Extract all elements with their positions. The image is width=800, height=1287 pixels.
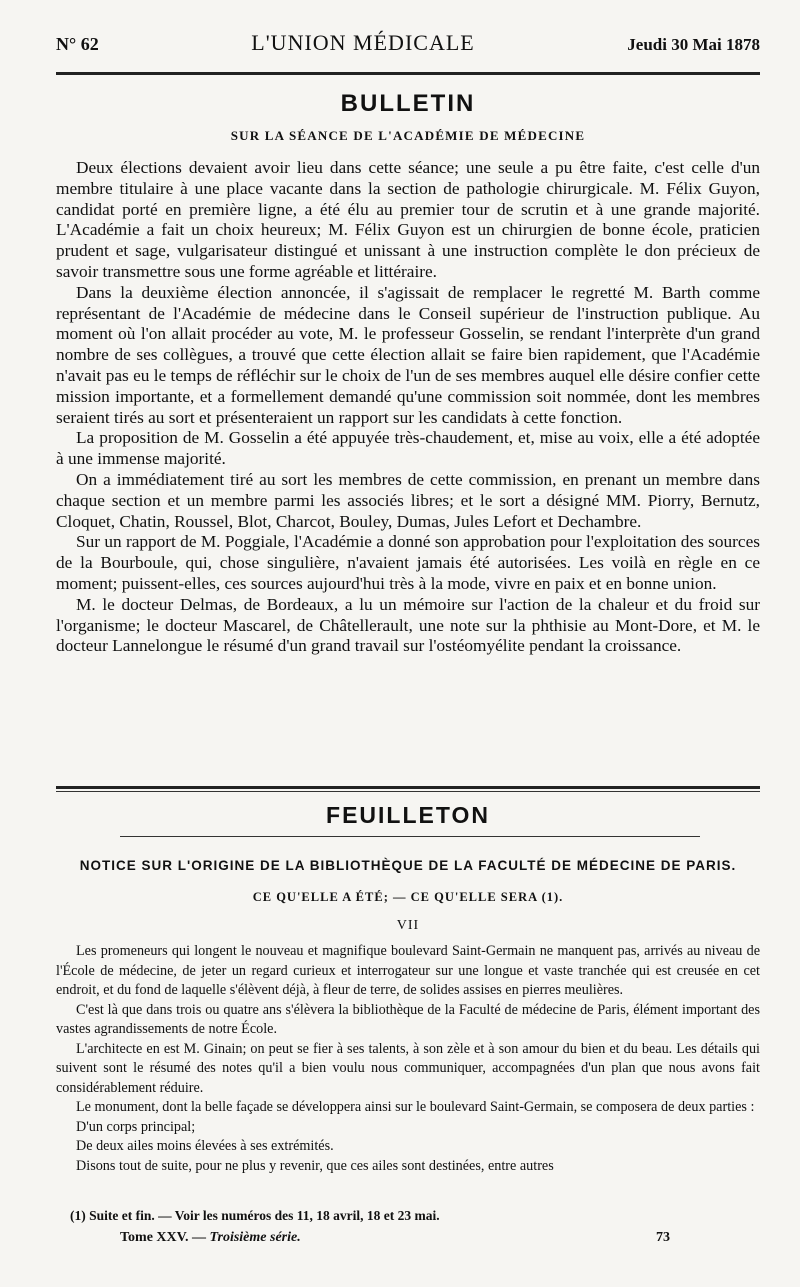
- footnote: (1) Suite et fin. — Voir les numéros des 11, 18 avril, 18 et 23 mai.: [70, 1208, 440, 1223]
- series-label: Troisième série.: [209, 1230, 301, 1245]
- bulletin-body: [56, 158, 760, 657]
- feuilleton-paragraph: C'est là que dans trois ou quatre ans s'élèvera la bibliothèque de la Faculté de médecine de Paris, élément important des vastes agrandissements de notre École.: [56, 1001, 760, 1037]
- notice-title: NOTICE SUR L'ORIGINE DE LA BIBLIOTHÈQUE DE LA FACULTÉ DE MÉDECINE DE PARIS.: [79, 858, 737, 873]
- page-footer: [120, 1230, 670, 1246]
- page-header: [56, 30, 760, 66]
- issue-date: Jeudi 30 Mai 1878: [627, 35, 760, 54]
- feuilleton-rule: [120, 836, 700, 837]
- bulletin-paragraph: On a immédiatement tiré au sort les membres de cette commission, en prenant un membre dans chaque section et un membre parmi les associés libres; et le sort a désigné MM. Piorry, Bernutz, Cloquet, Chatin, Roussel, Blot, Charcot, Bouley, Dumas, Jules Lefort et Dechambre.: [56, 469, 760, 531]
- feuilleton-paragraph: L'architecte en est M. Ginain; on peut se fier à ses talents, à son zèle et à son amour du bien et du beau. Les détails qui suivent sont le résumé des notes qu'il a bien voulu nous communiquer, accompagnées d'un plan que nous avons fait considérablement réduire.: [56, 1040, 760, 1096]
- chapter-number: VII: [396, 918, 420, 933]
- feuilleton-paragraph: Les promeneurs qui longent le nouveau et magnifique boulevard Saint-Germain ne manquent pas, arrivés au niveau de l'École de médecine, de jeter un regard curieux et interrogateur sur une longue et vaste tranchée qui est creusée en cet endroit, et du fond de laquelle s'élèvent déjà, à fleur de terre, de solides assises en pierres meulières.: [56, 943, 760, 998]
- feuilleton-body: [56, 942, 760, 1176]
- journal-title: L'UNION MÉDICALE: [251, 30, 475, 55]
- tome-label: [120, 1230, 301, 1246]
- bulletin-subtitle: SUR LA SÉANCE DE L'ACADÉMIE DE MÉDECINE: [230, 128, 586, 143]
- bulletin-paragraph: Dans la deuxième élection annoncée, il s'agissait de remplacer le regretté M. Barth comme représentant de l'Académie de médecine dans le Conseil supérieur de l'instruction publique. Au moment où l'on allait procéder au vote, M. le professeur Gosselin, se rendant l'interprète d'un grand nombre de ses collègues, a trouvé que cette élection allait se faire bien rapidement, que l'Académie n'avait pas eu le temps de réfléchir sur le choix de l'un de ses membres auquel elle désire confier cette mission importante, et a formellement demandé qu'une commission soit nommée, dont les membres seraient tirés au sort et présenteraient un rapport sur les candidats à cette fonction.: [56, 282, 760, 427]
- bulletin-paragraph: M. le docteur Delmas, de Bordeaux, a lu un mémoire sur l'action de la chaleur et du froid sur l'organisme; le docteur Mascarel, de Châtellerault, une note sur la phthisie au Mont-Dore, et M. le docteur Lannelongue le résumé d'un grand travail sur l'ostéomyélite pendant la croissance.: [56, 594, 760, 656]
- bulletin-paragraph: Deux élections devaient avoir lieu dans cette séance; une seule a pu être faite, c'est celle d'un membre titulaire à une place vacante dans la section de pathologie chirurgicale. M. Félix Guyon, candidat porté en première ligne, a été élu au premier tour de scrutin et à une grande majorité. L'Académie a fait un choix heureux; M. Félix Guyon est un chirurgien de bonne école, praticien prudent et sage, vulgarisateur distingué et unissant à une instruction complète le don précieux de savoir transmettre sous une forme agréable et littéraire.: [56, 158, 760, 281]
- bulletin-paragraph: La proposition de M. Gosselin a été appuyée très-chaudement, et, mise au voix, elle a été adoptée à une immense majorité.: [56, 428, 760, 469]
- feuilleton-paragraph: De deux ailes moins élevées à ses extrémités.: [76, 1138, 334, 1154]
- bulletin-title: BULLETIN: [340, 90, 476, 117]
- bulletin-paragraph: Sur un rapport de M. Poggiale, l'Académie a donné son approbation pour l'exploitation des sources de la Bourboule, qui, chose singulière, n'avaient jamais été autorisées. Les voilà en règle en ce moment; puissent-elles, ces sources aujourd'hui très à la mode, vivre en paix et en bonne union.: [56, 532, 760, 593]
- feuilleton-title: FEUILLETON: [326, 802, 490, 828]
- header-rule: [56, 72, 760, 75]
- feuilleton-paragraph: D'un corps principal;: [76, 1118, 196, 1135]
- feuilleton-paragraph: Disons tout de suite, pour ne plus y revenir, que ces ailes sont destinées, entre autres: [76, 1157, 554, 1174]
- tome-number: Tome XXV. —: [120, 1230, 210, 1245]
- page-number: 73: [656, 1230, 670, 1245]
- issue-number: N° 62: [56, 34, 99, 54]
- notice-subtitle: CE QU'ELLE A ÉTÉ; — CE QU'ELLE SERA (1).: [252, 890, 564, 904]
- feuilleton-paragraph: Le monument, dont la belle façade se développera ainsi sur le boulevard Saint-Germain, se composera de deux parties :: [76, 1099, 755, 1115]
- section-rule: [56, 786, 760, 789]
- section-rule-thin: [56, 791, 760, 792]
